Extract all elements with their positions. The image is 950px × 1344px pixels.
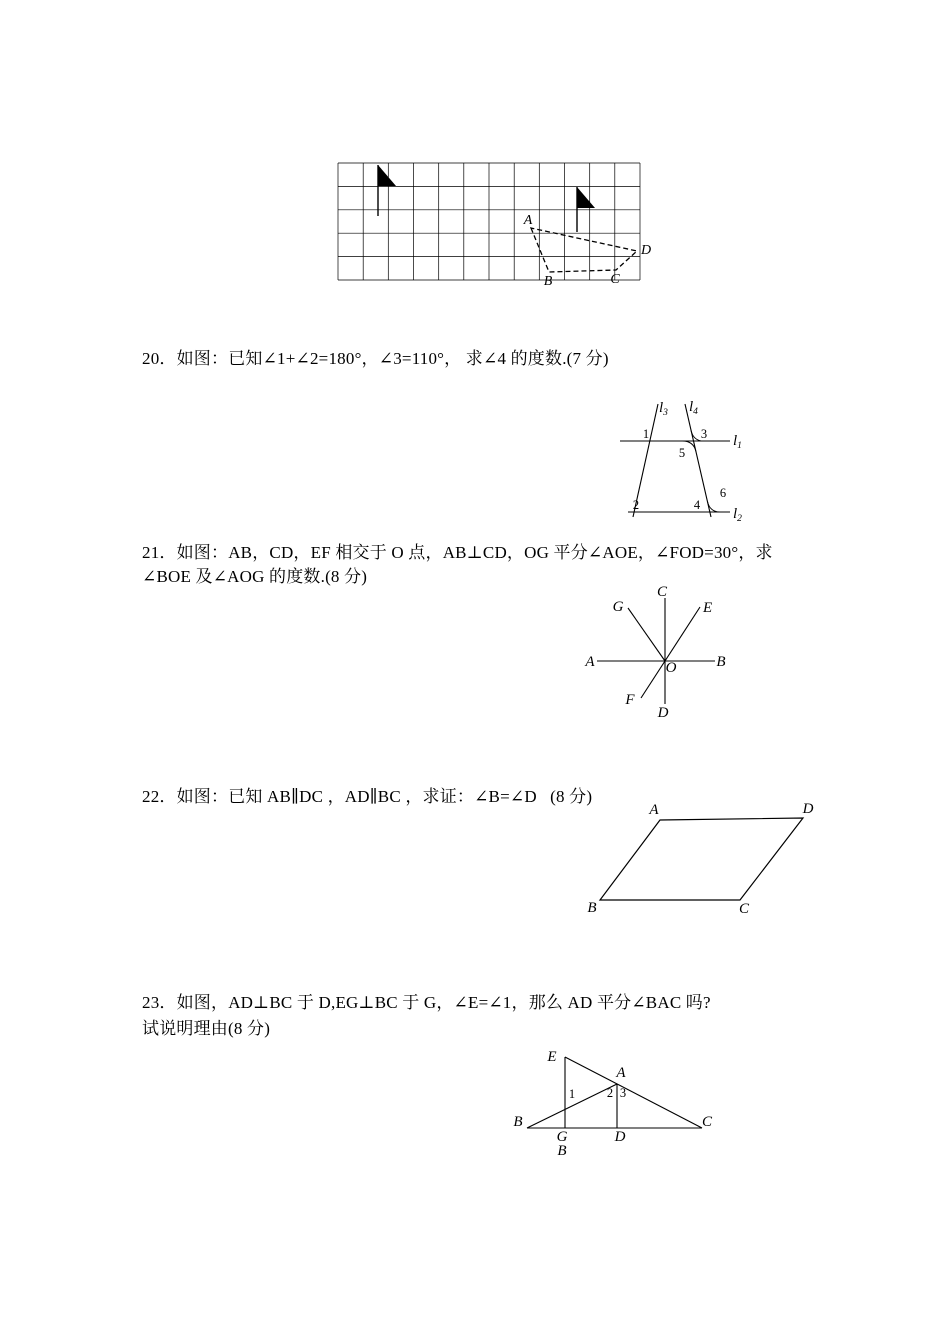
label-l4: $l_4$ (689, 399, 698, 417)
question-23-text-line2: 试说明理由(8 分) (142, 1019, 271, 1038)
label-b2: B (557, 1143, 567, 1159)
question-20-text: 20．如图：已知∠1+∠2=180°，∠3=110°， 求∠4 的度数.(7 分) (142, 349, 609, 368)
vertex-label-a: A (523, 213, 533, 228)
label-b: B (716, 654, 726, 670)
vertex-label-b: B (543, 274, 553, 289)
question-21-text-line2: ∠BOE 及∠AOG 的度数.(8 分) (142, 567, 368, 586)
label-l3: $l_3$ (659, 400, 668, 418)
label-c: C (656, 584, 668, 600)
angle-label-5: 5 (678, 446, 686, 460)
quadrilateral-abcd (531, 228, 637, 272)
label-b: B (587, 900, 597, 916)
angle-label-4: 4 (693, 498, 701, 512)
label-d: D (802, 801, 814, 817)
question-21-text-line1: 21．如图：AB，CD，EF 相交于 O 点，AB⊥CD，OG 平分∠AOE，∠FOD=30°，求 (142, 543, 773, 562)
segment-ec (565, 1057, 702, 1128)
label-g: G (612, 599, 624, 615)
label-f: F (625, 692, 635, 708)
label-c: C (701, 1114, 713, 1130)
label-e: E (703, 600, 713, 616)
angle-label-6: 6 (719, 486, 727, 500)
figure-q22-parallelogram (575, 795, 825, 920)
angle-label-3: 3 (700, 427, 708, 441)
question-23-text-line1: 23．如图，AD⊥BC 于 D,EG⊥BC 于 G，∠E=∠1，那么 AD 平分∠BAC 吗? (142, 993, 711, 1012)
question-22-text: 22．如图：已知 AB∥DC ，AD∥BC ，求证：∠B=∠D (8 分) (142, 787, 593, 806)
figure-translation-grid (334, 160, 650, 292)
parallelogram-abcd (600, 818, 803, 900)
angle-label-1: 1 (568, 1087, 576, 1101)
label-d: D (657, 705, 669, 721)
figure-q23-triangle (505, 1045, 740, 1165)
ray-og (628, 608, 665, 661)
label-o: O (665, 660, 677, 676)
label-l1: $l_1$ (733, 433, 742, 451)
label-e: E (547, 1049, 557, 1065)
angle-label-2: 2 (606, 1086, 614, 1100)
figure-q21-rays (575, 585, 750, 725)
angle-label-1: 1 (642, 427, 650, 441)
label-a: A (616, 1065, 626, 1081)
label-l2: $l_2$ (733, 506, 742, 524)
figure-q20-angles (605, 393, 765, 538)
flag-1 (378, 165, 396, 186)
label-b: B (513, 1114, 523, 1130)
line-ef (641, 607, 700, 698)
label-c: C (738, 901, 750, 917)
angle-label-3: 3 (619, 1086, 627, 1100)
label-a: A (649, 802, 659, 818)
label-a: A (585, 654, 595, 670)
angle-label-2: 2 (632, 498, 640, 512)
flag-2 (577, 187, 595, 208)
vertex-label-c: C (610, 272, 620, 287)
label-g: G (556, 1129, 568, 1145)
vertex-label-d: D (641, 243, 652, 258)
label-d: D (614, 1129, 626, 1145)
